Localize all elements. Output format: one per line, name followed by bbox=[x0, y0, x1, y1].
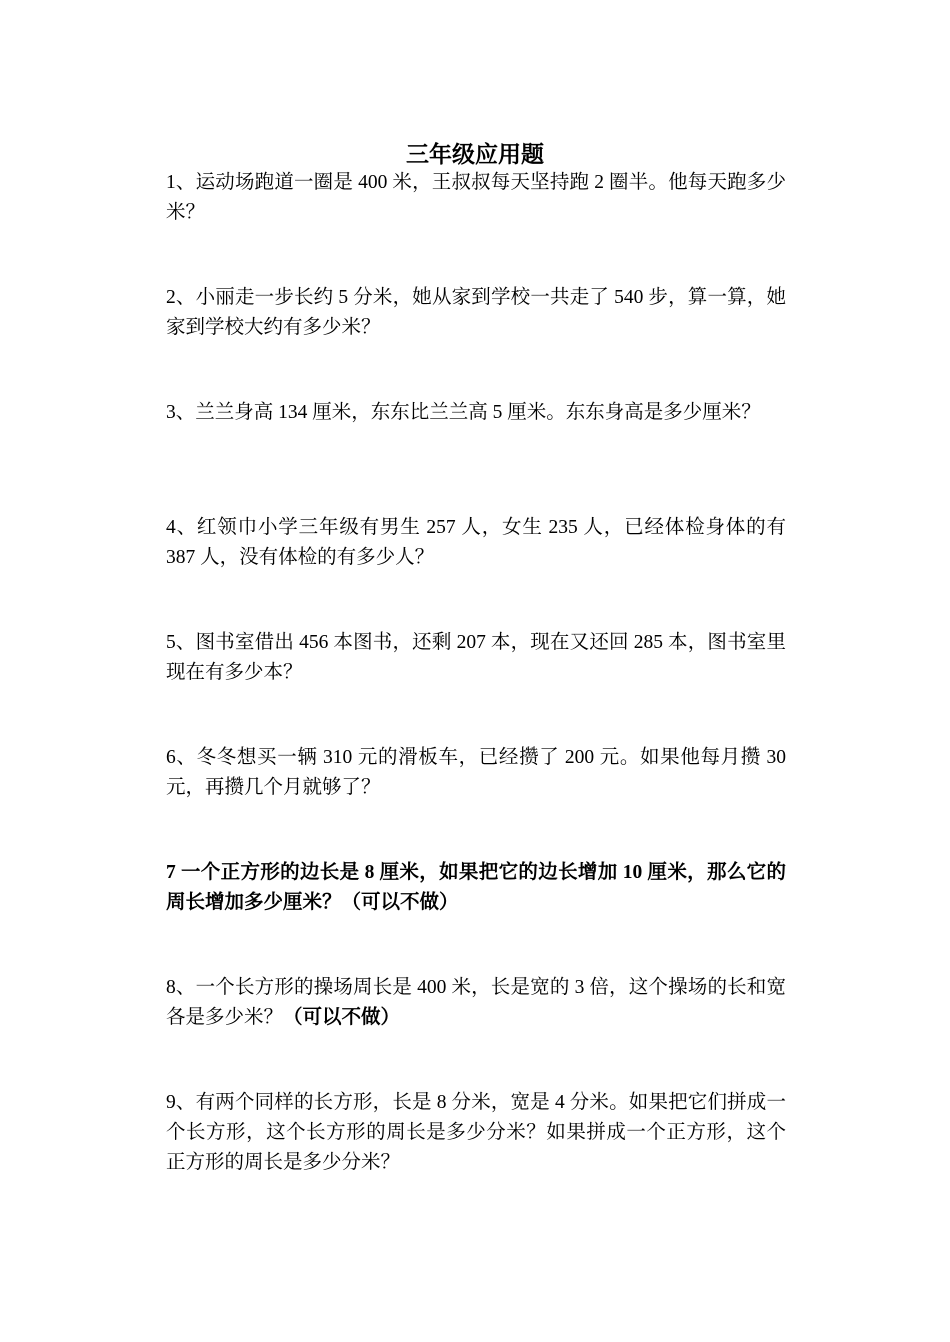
question-6: 6、冬冬想买一辆 310 元的滑板车，已经攒了 200 元。如果他每月攒 30 元，再攒几个月就够了？ bbox=[166, 747, 786, 798]
question-1: 1、运动场跑道一圈是 400 米，王叔叔每天坚持跑 2 圈半。他每天跑多少米？ bbox=[166, 172, 786, 223]
question-8-note: （可以不做） bbox=[283, 1007, 401, 1028]
question-8-text: 8、一个长方形的操场周长是 400 米，长是宽的 3 倍，这个操场的长和宽各是多少米？ bbox=[166, 977, 786, 1028]
question-7: 7 一个正方形的边长是 8 厘米，如果把它的边长增加 10 厘米，那么它的周长增加多少厘米？（可以不做） bbox=[166, 862, 786, 913]
question-3: 3、兰兰身高 134 厘米，东东比兰兰高 5 厘米。东东身高是多少厘米？ bbox=[166, 402, 761, 423]
page-title: 三年级应用题 bbox=[406, 142, 544, 167]
question-5: 5、图书室借出 456 本图书，还剩 207 本，现在又还回 285 本，图书室里现在有多少本？ bbox=[166, 632, 786, 683]
question-8 bbox=[166, 973, 786, 1033]
question-9: 9、有两个同样的长方形，长是 8 分米，宽是 4 分米。如果把它们拼成一个长方形，这个长方形的周长是多少分米？如果拼成一个正方形，这个正方形的周长是多少分米？ bbox=[166, 1092, 786, 1173]
question-2: 2、小丽走一步长约 5 分米，她从家到学校一共走了 540 步，算一算，她家到学校大约有多少米？ bbox=[166, 287, 786, 338]
question-4: 4、红领巾小学三年级有男生 257 人，女生 235 人，已经体检身体的有 387 人，没有体检的有多少人？ bbox=[166, 517, 786, 568]
